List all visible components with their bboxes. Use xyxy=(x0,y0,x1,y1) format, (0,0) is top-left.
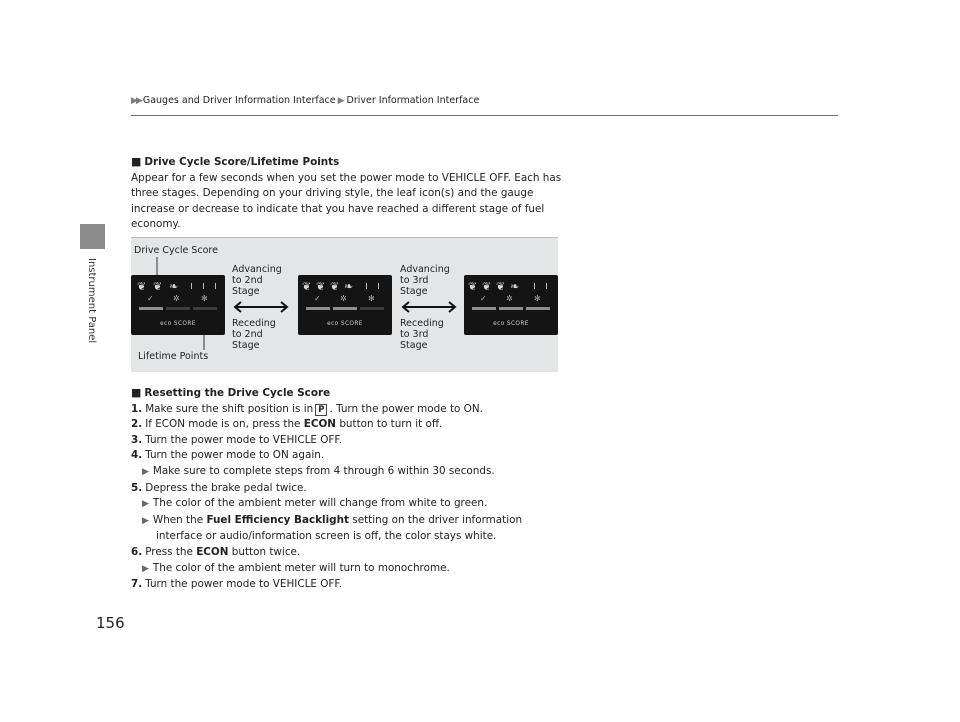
leaf-icon: ❦ xyxy=(330,280,340,293)
eco-score-panel-stage-3 xyxy=(464,275,558,335)
triangle-bullet-icon: ▶ xyxy=(142,515,149,526)
label-advancing-3rd: Advancing to 3rd Stage xyxy=(400,264,450,297)
stage-icon: ✲ xyxy=(173,294,180,303)
leaf-icon: ❦ xyxy=(482,280,492,293)
leaf-icon: ❦ xyxy=(316,280,326,293)
stage-icon: ✲ xyxy=(340,294,347,303)
triangle-bullet-icon: ▶ xyxy=(142,499,149,510)
label-drive-cycle-score: Drive Cycle Score xyxy=(134,245,218,256)
leaf-icon: ❦ xyxy=(496,280,506,293)
step-6-note: ▶ The color of the ambient meter will turn to monochrome. xyxy=(142,561,450,574)
stage-icon: ✻ xyxy=(534,294,541,303)
double-arrow-icon: ▶▶ xyxy=(131,95,141,106)
leaf-outline-icon: ❧ xyxy=(169,280,179,293)
step-4: 4. Turn the power mode to ON again. xyxy=(131,449,325,462)
section-heading-reset: ■ Resetting the Drive Cycle Score xyxy=(131,385,331,399)
step-5-note-1: ▶ The color of the ambient meter will change from white to green. xyxy=(142,497,488,510)
eco-score-label: eco SCORE xyxy=(493,321,529,327)
eco-score-panel-stage-1 xyxy=(131,275,225,335)
eco-score-figure xyxy=(131,237,558,372)
label-receding-2nd: Receding to 2nd Stage xyxy=(232,318,276,351)
step-6: 6. Press the ECON button twice. xyxy=(131,545,301,558)
section-heading-score: ■ Drive Cycle Score/Lifetime Points xyxy=(131,155,340,168)
section-label: Instrument Panel xyxy=(86,258,97,344)
triangle-bullet-icon: ▶ xyxy=(142,466,149,477)
breadcrumb xyxy=(131,95,479,106)
section-tab-marker xyxy=(80,224,105,249)
step-4-note: ▶ Make sure to complete steps from 4 through 6 within 30 seconds. xyxy=(142,464,495,477)
leaf-icon: ❦ xyxy=(137,280,147,293)
header-rule xyxy=(131,115,838,116)
leaf-outline-icon: ❧ xyxy=(344,280,354,293)
leaf-icon: ❦ xyxy=(468,280,478,293)
label-advancing-2nd: Advancing to 2nd Stage xyxy=(232,264,282,297)
shift-p-icon: P xyxy=(315,404,327,416)
main-content xyxy=(131,154,571,593)
breadcrumb-item-gauges[interactable]: Gauges and Driver Information Interface xyxy=(142,95,336,106)
stage-icon: ✻ xyxy=(201,294,208,303)
step-5-note-2: ▶ When the Fuel Efficiency Backlight setting on the driver information xyxy=(142,513,523,526)
stage-icon: ✓ xyxy=(314,294,321,303)
triangle-bullet-icon: ▶ xyxy=(142,563,149,574)
step-5-note-2-cont: interface or audio/information screen is off, the color stays white. xyxy=(156,530,497,543)
square-bullet-icon: ■ xyxy=(131,155,142,168)
step-1: 1. Make sure the shift position is in P . Turn the power mode to ON. xyxy=(131,402,483,415)
step-7: 7. Turn the power mode to VEHICLE OFF. xyxy=(131,578,343,591)
eco-score-label: eco SCORE xyxy=(327,321,363,327)
leaf-icon: ❦ xyxy=(302,280,312,293)
breadcrumb-item-dii[interactable]: Driver Information Interface xyxy=(346,95,480,106)
stage-icon: ✓ xyxy=(147,294,154,303)
section-body-score: Appear for a few seconds when you set the power mode to VEHICLE OFF. Each has three stages. Depending on your driving style, the leaf icon(s) and the gauge increase or decrease to indicate that you have reached a different stage of fuel economy. xyxy=(131,171,562,231)
stage-icon: ✓ xyxy=(480,294,487,303)
leaf-outline-icon: ❧ xyxy=(510,280,520,293)
stage-icon: ✲ xyxy=(506,294,513,303)
page-number: 156 xyxy=(96,614,125,632)
step-3: 3. Turn the power mode to VEHICLE OFF. xyxy=(131,433,343,446)
step-2: 2. If ECON mode is on, press the ECON button to turn it off. xyxy=(131,418,443,431)
square-bullet-icon: ■ xyxy=(131,385,142,399)
label-lifetime-points: Lifetime Points xyxy=(138,351,209,362)
leaf-icon: ❦ xyxy=(153,280,163,293)
label-receding-3rd: Receding to 3rd Stage xyxy=(400,318,444,351)
eco-score-label: eco SCORE xyxy=(160,321,196,327)
eco-score-panel-stage-2 xyxy=(298,275,392,335)
stage-icon: ✻ xyxy=(368,294,375,303)
arrow-icon: ▶ xyxy=(337,95,345,106)
step-5: 5. Depress the brake pedal twice. xyxy=(131,481,307,494)
